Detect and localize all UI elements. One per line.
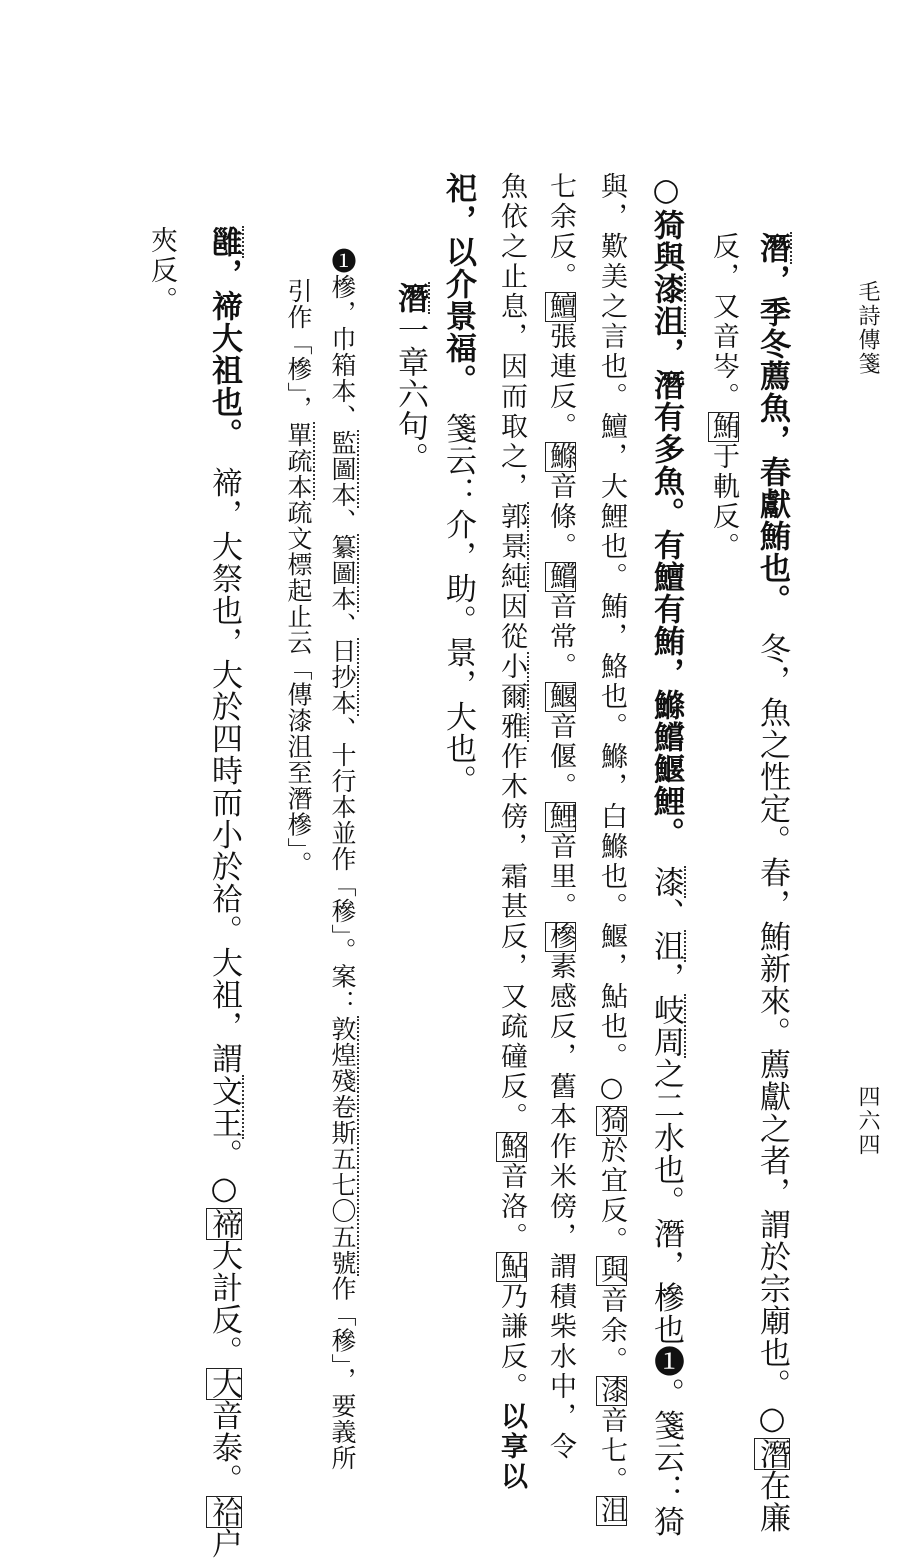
text-segment: 、 (648, 897, 684, 930)
text-segment: 、 (328, 508, 357, 534)
book-title: 毛詩傳箋 (855, 280, 880, 376)
text-segment: 祀，以介景福。 (440, 172, 476, 381)
proper-noun-text: 雝 (206, 226, 242, 258)
text-segment: 音泰。 (206, 1399, 242, 1496)
text-segment: 作木傍，霜甚反，又疏䃥反。 (496, 742, 527, 1132)
text-segment: 乃謙反。 (496, 1282, 527, 1402)
text-column (648, 172, 684, 1538)
proper-noun-text: 日抄本 (328, 638, 357, 716)
proper-noun-text: 文王 (206, 1074, 242, 1139)
text-segment: 夾反。 (146, 226, 177, 316)
glossed-character: 沮 (596, 1496, 627, 1526)
text-column (206, 226, 242, 1560)
text-column (598, 172, 625, 1526)
text-segment: ❶槮，巾箱本、 (328, 248, 357, 430)
text-segment: 音偃。 (545, 712, 576, 802)
proper-noun-text: 郭景純 (496, 502, 527, 592)
glossed-character: 祫 (206, 1495, 242, 1528)
text-segment: 疏文標起止云「傳漆沮至潛槮」。 (284, 499, 313, 877)
proper-noun-text: 小爾雅 (496, 652, 527, 742)
text-segment: 音里。 (545, 832, 576, 922)
text-segment: 一章六句。 (392, 314, 428, 474)
text-segment: 作「穇」，要義所 (328, 1275, 357, 1471)
proper-noun-text: 單疏本 (284, 421, 313, 500)
text-segment: 在廉 (754, 1469, 790, 1534)
text-segment: 之二水也。潛，槮也❶。箋云：猗 (648, 1057, 684, 1538)
proper-noun-text: 岐周 (648, 993, 684, 1058)
glossed-character: 潛 (754, 1437, 790, 1470)
proper-noun-text: 潛 (754, 232, 790, 264)
text-segment: ，潛有多魚。有鱣有鮪，鰷鱨鰋鯉。 (648, 337, 684, 834)
glossed-character: 與 (596, 1256, 627, 1286)
text-segment: 七余反。 (545, 172, 576, 292)
glossed-character: 鮎 (496, 1252, 527, 1282)
page-number: 四六四 (855, 1085, 880, 1157)
text-segment: 因從 (496, 592, 527, 652)
text-segment: 音常。 (545, 592, 576, 682)
glossed-character: 大 (206, 1367, 242, 1400)
text-segment: 箋云：介，助。景，大也。 (440, 380, 476, 797)
glossed-character: 鱨 (545, 562, 576, 592)
text-segment: ， (648, 961, 684, 994)
glossed-character: 鰷 (545, 442, 576, 472)
text-segment (648, 834, 684, 866)
text-segment: 素感反，舊本作米傍，謂積柴水中，令 (545, 952, 576, 1462)
text-column (754, 232, 790, 1534)
text-column (498, 172, 525, 1492)
proper-noun-text: 監圖本 (328, 430, 357, 508)
glossed-character: 鮥 (496, 1132, 527, 1162)
glossed-character: 鮪 (708, 412, 739, 442)
proper-noun-text: 漆 (648, 865, 684, 898)
proper-noun-text: 纂圖本 (328, 534, 357, 612)
text-segment: 户 (206, 1527, 242, 1560)
text-segment: 與，歎美之言也。鱣，大鯉也。鮪，鮥也。鰷，白鰷也。鰋，鮎也。○ (596, 172, 627, 1106)
text-segment: 音洛。 (496, 1162, 527, 1252)
text-segment: 冬，魚之性定。春，鮪新來。薦獻之者，謂於宗廟也。○ (754, 600, 790, 1438)
glossed-character: 鱣 (545, 292, 576, 322)
glossed-character: 槮 (545, 922, 576, 952)
text-segment: 。○ (206, 1138, 242, 1208)
text-column (286, 278, 311, 877)
text-segment: ，季冬薦魚，春獻鮪也。 (754, 264, 790, 601)
text-segment: 於宜反。 (596, 1136, 627, 1256)
proper-noun-text: 敦煌殘卷斯五七〇五號 (328, 1015, 357, 1276)
text-segment: 音余。 (596, 1286, 627, 1376)
text-segment: 音七。 (596, 1406, 627, 1496)
text-segment: 、 (328, 612, 357, 638)
text-segment: 禘，大祭也，大於四時而小於祫。大祖，謂 (206, 434, 242, 1075)
proper-noun-text: 沮 (648, 929, 684, 962)
text-segment: 、十行本並作「穇」。案： (328, 716, 357, 1016)
text-segment: ，禘大祖也。 (206, 258, 242, 435)
text-column (330, 248, 355, 1471)
glossed-character: 鰋 (545, 682, 576, 712)
text-segment: 音條。 (545, 472, 576, 562)
text-segment: 大計反。 (206, 1239, 242, 1368)
glossed-character: 鯉 (545, 802, 576, 832)
text-segment: 引作「槮」， (284, 278, 313, 422)
text-column (710, 232, 737, 562)
text-segment: 以享以 (496, 1402, 527, 1492)
text-segment: ○猗與 (648, 172, 684, 273)
proper-noun-text: 潛 (392, 282, 428, 314)
glossed-character: 漆 (596, 1376, 627, 1406)
text-column (148, 226, 175, 316)
text-segment: 于軌反。 (708, 442, 739, 562)
text-column (440, 172, 476, 797)
proper-noun-text: 漆沮 (648, 273, 684, 337)
glossed-character: 猗 (596, 1106, 627, 1136)
text-segment: 反，又音岑。 (708, 232, 739, 412)
text-segment: 魚依之止息，因而取之， (496, 172, 527, 502)
text-segment: 張連反。 (545, 322, 576, 442)
glossed-character: 禘 (206, 1207, 242, 1240)
text-column (547, 172, 574, 1462)
text-column (392, 282, 428, 474)
